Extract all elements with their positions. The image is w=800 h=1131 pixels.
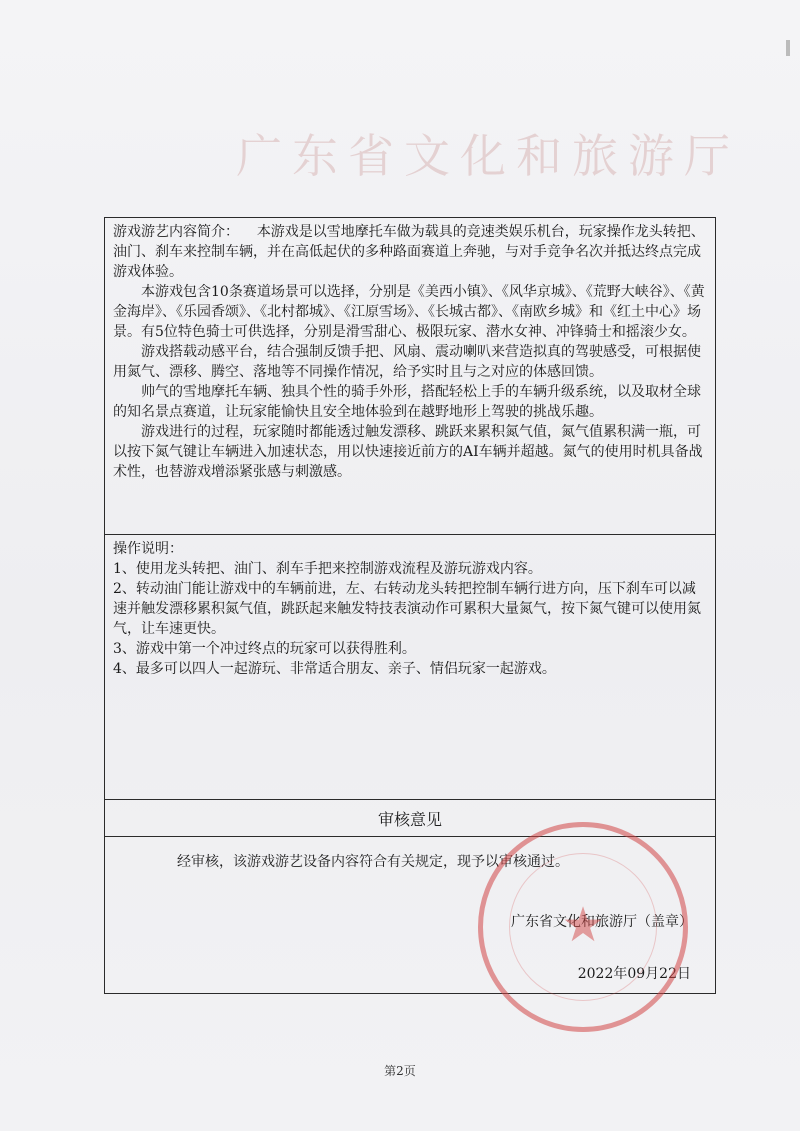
operation-label: 操作说明： xyxy=(113,541,183,557)
edge-mark xyxy=(786,40,790,56)
review-opinion: 经审核，该游戏游艺设备内容符合有关规定，现予以审核通过。 xyxy=(177,854,569,870)
operation-item-4: 4、最多可以四人一起游玩、非常适合朋友、亲子、情侣玩家一起游戏。 xyxy=(113,661,556,677)
review-date: 2022年09月22日 xyxy=(577,966,691,982)
content-cell xyxy=(105,218,716,535)
page-number: 第2页 xyxy=(384,1064,416,1078)
content-paragraph-3: 游戏搭载动感平台，结合强制反馈手把、风扇、震动喇叭来营造拟真的驾驶感受，可根据使用氮气、漂移、腾空、落地等不同操作情况，给予实时且与之对应的体感回馈。 xyxy=(113,344,701,380)
official-seal xyxy=(478,822,688,1032)
review-header: 审核意见 xyxy=(377,809,442,829)
content-paragraph-5: 游戏进行的过程，玩家随时都能透过触发漂移、跳跃来累积氮气值，氮气值累积满一瓶，可以按下氮气键让车辆进入加速状态，用以快速接近前方的AI车辆并超越。氮气的使用时机具备战术性，也替游戏增添紧张感与刺激感。 xyxy=(113,424,703,480)
content-paragraph-1: 游戏游艺内容简介： 本游戏是以雪地摩托车做为载具的竞速类娱乐机台，玩家操作龙头转把、油门、刹车来控制车辆，并在高低起伏的多种路面赛道上奔驰，与对手竞争名次并抵达终点完成游戏体验。 xyxy=(113,224,705,280)
content-paragraph-2: 本游戏包含10条赛道场景可以选择，分别是《美西小镇》、《风华京城》、《荒野大峡谷》、《黄金海岸》、《乐园香颂》、《北村都城》、《江原雪场》、《长城古都》、《南欧乡城》和《红土中心》场景。有5位特色骑士可供选择，分别是滑雪甜心、极限玩家、潜水女神、冲锋骑士和摇滚少女。 xyxy=(113,284,705,340)
operation-item-1: 1、使用龙头转把、油门、刹车手把来控制游戏流程及游玩游戏内容。 xyxy=(113,561,542,577)
background-watermark: 广东省文化和旅游厅 xyxy=(236,129,740,183)
review-issuer: 广东省文化和旅游厅（盖章） xyxy=(511,914,693,930)
seal-star-icon: ★ xyxy=(561,897,605,953)
operation-item-2: 2、转动油门能让游戏中的车辆前进，左、右转动龙头转把控制车辆行进方向，压下刹车可以减速并触发漂移累积氮气值，跳跃起来触发特技表演动作可累积大量氮气，按下氮气键可以使用氮气，让车速更快。 xyxy=(113,581,701,637)
content-label: 游戏游艺内容简介： xyxy=(113,224,239,240)
operation-item-3: 3、游戏中第一个冲过终点的玩家可以获得胜利。 xyxy=(113,641,416,657)
operation-cell xyxy=(105,535,716,800)
content-paragraph-4: 帅气的雪地摩托车辆、独具个性的骑手外形，搭配轻松上手的车辆升级系统，以及取材全球的知名景点赛道，让玩家能愉快且安全地体验到在越野地形上驾驶的挑战乐趣。 xyxy=(113,384,701,420)
